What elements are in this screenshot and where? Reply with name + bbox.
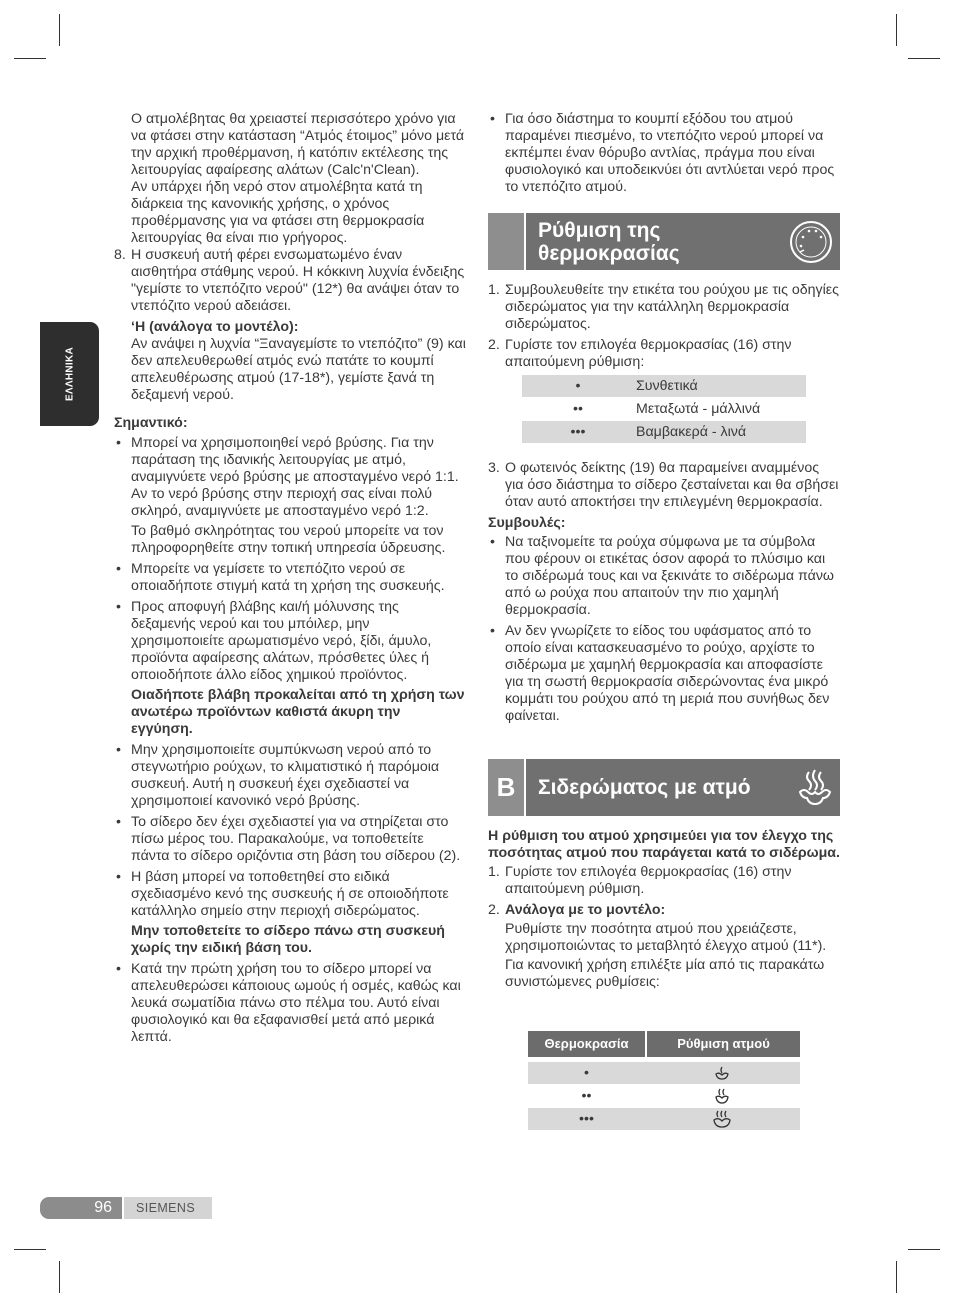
bullet-7-text: Κατά την πρώτη χρήση του το σίδερο μπορεί να απελευθερώσει κάποιους ωμούς ή οσμές, καθώς και λευκά σωματίδια πάνω στο πέλμα του. Αυτό είναι φυσιολογικό και θα εξαφανισθεί μετά από μερικά λεπτά. [131, 961, 461, 1045]
bullet-6-warning: Μην τοποθετείτε το σίδερο πάνω στη συσκευή χωρίς την ειδική βάση του. [131, 923, 445, 956]
temperature-dots: • [584, 1065, 589, 1081]
page-number [40, 1197, 122, 1219]
step-8 [114, 247, 466, 404]
temperature-steps [488, 282, 840, 375]
table-row [528, 1062, 800, 1084]
bullet: • [116, 599, 121, 615]
steam-button-bullet [488, 111, 840, 196]
steam-high-icon [712, 1110, 732, 1129]
tip-1-text: Να ταξινομείτε τα ρούχα σύμφωνα με τα σύμβολα που φέρουν οι ετικέτας όσον αφορά το πλύσιμο και το σιδέρωμά τους και να ξεκινάτε το σιδέρωμα πάνω από ω ρούχα που απαιτούν την πιο χαμηλή θερμοκρασία. [505, 534, 834, 618]
steam-section-title: Σιδερώματος με ατμό [538, 776, 751, 799]
steam-step-2-heading: Ανάλογα με το μοντέλο: [505, 902, 666, 918]
table-row [522, 421, 806, 443]
important-bullet-1 [114, 435, 466, 557]
steam-icon [796, 768, 834, 808]
bullet: • [116, 742, 121, 758]
table-row [528, 1085, 800, 1107]
language-tab [40, 322, 99, 426]
bullet-1-paragraph-1: Μπορεί να χρησιμοποιηθεί νερό βρύσης. Για την παράταση της ιδανικής λειτουργίας με ατμό, αναμιγνύετε νερό βρύσης με αποσταγμένο νερό 1:1. Αν το νερό βρύσης στην περιοχή σας είναι πολύ σκληρό, αναμιγνύετε με αποσταγμένο νερό 1:2. [131, 435, 459, 519]
step-number: 1. [488, 864, 500, 880]
step-8-alternative-heading: ‘Η (ανάλογα το μοντέλο): [131, 319, 299, 335]
right-top-bullet [488, 111, 840, 200]
table-header [528, 1031, 800, 1057]
steam-step-1 [488, 864, 840, 898]
tip-2 [488, 623, 840, 725]
header-steam-setting: Ρύθμιση ατμού [677, 1036, 770, 1051]
steam-step-1-text: Γυρίστε τον επιλογέα θερμοκρασίας (16) στην απαιτούμενη ρύθμιση. [505, 864, 792, 897]
section-strip [488, 213, 524, 270]
steam-section-header [488, 759, 840, 816]
step-number: 8. [114, 247, 126, 263]
bullet-5-text: Το σίδερο δεν έχει σχεδιαστεί για να στηρίζεται στο πίσω μέρος του. Παρακαλούμε, να τοποθετείτε πάντα το σίδερο οριζόντια στη βάση του σίδερου (2). [131, 814, 461, 864]
important-bullet-3 [114, 599, 466, 738]
bullet-4-text: Μην χρησιμοποιείτε συμπύκνωση νερού από το στεγνωτήριο ρούχων, το κλιματιστικό ή παρόμοια συσκευή. Αυτή η συσκευή έχει σχεδιαστεί να χρησιμοποιεί κανονικό νερό βρύσης. [131, 742, 440, 809]
table-row [528, 1108, 800, 1130]
temp-step-2 [488, 337, 840, 371]
language-tab-label: ΕΛΛΗΝΙΚΑ [64, 346, 75, 402]
steam-step-2-paragraph-2: Για κανονική χρήση επιλέξτε μία από τις παρακάτω συνιστώμενες ρυθμίσεις: [505, 957, 825, 990]
temperature-section-title [538, 219, 680, 265]
title-line-1: Ρύθμιση της [538, 219, 661, 242]
crop-mark [908, 58, 940, 59]
temperature-dots: ••• [579, 1111, 594, 1127]
temperature-dots: ••• [570, 424, 586, 440]
bullet-3-warning: Οιαδήποτε βλάβη προκαλείται από τη χρήση των ανωτέρω προϊόντων καθιστά άκυρη την εγγύηση. [131, 687, 465, 737]
temp-step-2-text: Γυρίστε τον επιλογέα θερμοκρασίας (16) στην απαιτούμενη ρύθμιση: [505, 337, 792, 370]
crop-mark [14, 58, 46, 59]
section-strip [488, 759, 524, 816]
header-temperature: Θερμοκρασία [544, 1036, 629, 1051]
intro-paragraph-1: Ο ατμολέβητας θα χρειαστεί περισσότερο χρόνο για να φτάσει στην κατάσταση “Ατμός έτοιμος” μόνο μετά την αρχική προθέρμανση, ή κατόπιν εκτέλεσης της λειτουργίας αφαίρεσης αλάτων (Calc'n'Clean). [131, 111, 465, 178]
temperature-dial-icon [788, 219, 834, 265]
important-bullet-6 [114, 869, 466, 957]
section-letter: B [496, 772, 516, 802]
crop-mark [896, 1261, 897, 1293]
bullet: • [490, 111, 495, 127]
brand-label: SIEMENS [124, 1197, 212, 1219]
temp-step-3-text: Ο φωτεινός δείκτης (19) θα παραμείνει αναμμένος για όσο διάστημα το σίδερο ζεσταίνεται και θα σβήσει όταν αυτό αποκτήσει την επιλεγμένη θερμοκρασία. [505, 460, 839, 510]
bullet: • [116, 561, 121, 577]
temperature-dots: • [575, 378, 581, 394]
fabric-type: Βαμβακερά - λινά [636, 424, 747, 440]
fabric-type: Συνθετικά [636, 378, 698, 394]
temp-step-1-text: Συμβουλευθείτε την ετικέτα του ρούχου με τις οδηγίες σιδερώματος για την κατάλληλη θερμοκρασία σιδερώματος. [505, 282, 839, 332]
bullet-2-text: Μπορείτε να γεμίσετε το ντεπόζιτο νερού σε οποιαδήποτε στιγμή κατά τη χρήση της συσκευής. [131, 561, 445, 594]
step-8-alternative-text: Αν ανάψει η λυχνία “Ξαναγεμίστε το ντεπόζιτο” (9) και δεν απελευθερωθεί ατμός ενώ πατάτε το κουμπί απελευθέρωσης ατμού (17-18*), γεμίστε ξανά τη δεξαμενή νερού. [131, 336, 466, 403]
crop-mark [908, 1249, 940, 1250]
step-number: 2. [488, 902, 500, 918]
steam-low-icon [714, 1066, 730, 1081]
section-strip-divider [524, 759, 526, 816]
temp-step-1 [488, 282, 840, 333]
bullet: • [116, 869, 121, 885]
bullet: • [490, 623, 495, 639]
title-line-2: θερμοκρασίας [538, 242, 680, 265]
temperature-dots: •• [573, 401, 583, 417]
step-number: 3. [488, 460, 500, 476]
important-bullet-2 [114, 561, 466, 595]
steam-medium-icon [714, 1088, 730, 1105]
tip-1 [488, 534, 840, 619]
steam-section-text [488, 828, 840, 995]
important-bullet-5 [114, 814, 466, 865]
crop-mark [14, 1249, 46, 1250]
step-number: 2. [488, 337, 500, 353]
bullet: • [116, 961, 121, 977]
intro-paragraph-2: Αν υπάρχει ήδη νερό στον ατμολέβητα κατά τη διάρκεια της κανονικής χρήσης, ο χρόνος προθέρμανσης για να φτάσει στη θερμοκρασία λειτουργίας θα είναι πιο γρήγορος. [131, 179, 425, 246]
crop-mark [896, 14, 897, 46]
step-8-text: Η συσκευή αυτή φέρει ενσωματωμένο έναν αισθητήρα στάθμης νερού. Η κόκκινη λυχνία ένδειξης "γεμίστε το ντεπόζιτο νερού" (12*) θα ανάψει όταν το ντεπόζιτο νερού αδειάσει. [131, 247, 465, 314]
table-row [522, 375, 806, 397]
steam-settings-table [528, 1031, 800, 1130]
temp-step-3 [488, 460, 840, 511]
crop-mark [59, 14, 60, 46]
steam-step-2 [488, 902, 840, 991]
tips-heading: Συμβουλές: [488, 515, 566, 531]
fabric-temperature-table [522, 375, 806, 443]
step-number: 1. [488, 282, 500, 298]
steam-step-2-paragraph-1: Ρυθμίστε την ποσότητα ατμού που χρειάζεστε, χρησιμοποιώντας το μεταβλητό έλεγχο ατμού (11*). [505, 921, 827, 954]
temperature-section-header [488, 213, 840, 270]
crop-mark [59, 1261, 60, 1293]
table-row [522, 398, 806, 420]
left-column [114, 111, 466, 1050]
temperature-dots: •• [581, 1088, 592, 1104]
bullet-3-text: Προς αποφυγή βλάβης και/ή μόλυνσης της δεξαμενής νερού και του μπόιλερ, μην χρησιμοποιείτε αρωματισμένο νερό, ξίδι, άμυλο, προϊόντα αφαίρεσης αλάτων, πρόσθετες ύλες ή οποιοδήποτε άλλο είδος χημικού προϊόντος. [131, 599, 432, 683]
bullet-1-paragraph-2: Το βαθμό σκληρότητας του νερού μπορείτε να τον πληροφορηθείτε στην τοπική υπηρεσία ύδρευσης. [131, 523, 446, 556]
temperature-step-3-and-tips [488, 460, 840, 729]
bullet: • [116, 435, 121, 451]
fabric-type: Μεταξωτά - μάλλινά [636, 401, 761, 417]
tip-2-text: Αν δεν γνωρίζετε το είδος του υφάσματος από το οποίο είναι κατασκευασμένο το ρούχο, αρχίστε το σιδέρωμα με χαμηλή θερμοκρασία και αποφασίστε για τη σωστή θερμοκρασία σιδερώνοντας ένα μικρό κομμάτι του ρούχου από τη μεριά που συνήθως δεν φαίνεται. [505, 623, 830, 724]
important-bullet-7 [114, 961, 466, 1046]
bullet: • [116, 814, 121, 830]
important-bullet-4 [114, 742, 466, 810]
steam-intro: Η ρύθμιση του ατμού χρησιμεύει για τον έλεγχο της ποσότητας ατμού που παράγεται κατά το σιδέρωμα. [488, 828, 840, 861]
section-strip-divider [524, 213, 526, 270]
bullet-6-text: Η βάση μπορεί να τοποθετηθεί στο ειδικά σχεδιασμένο κενό της συσκευής ή σε οποιοδήποτε κατάλληλο σημείο στην περιοχή σιδερώματος. [131, 869, 449, 919]
important-heading: Σημαντικό: [114, 415, 188, 431]
page-number-text: 96 [94, 1199, 112, 1216]
steam-button-bullet-text: Για όσο διάστημα το κουμπί εξόδου του ατμού παραμένει πιεσμένο, το ντεπόζιτο νερού μπορεί να εκπέμπει έναν θόρυβο αντλίας, πράγμα που είναι φυσιολογικό και υποδεικνύει ότι αντλύεται νερό προς το ντεπόζιτο ατμού. [505, 111, 835, 195]
bullet: • [490, 534, 495, 550]
